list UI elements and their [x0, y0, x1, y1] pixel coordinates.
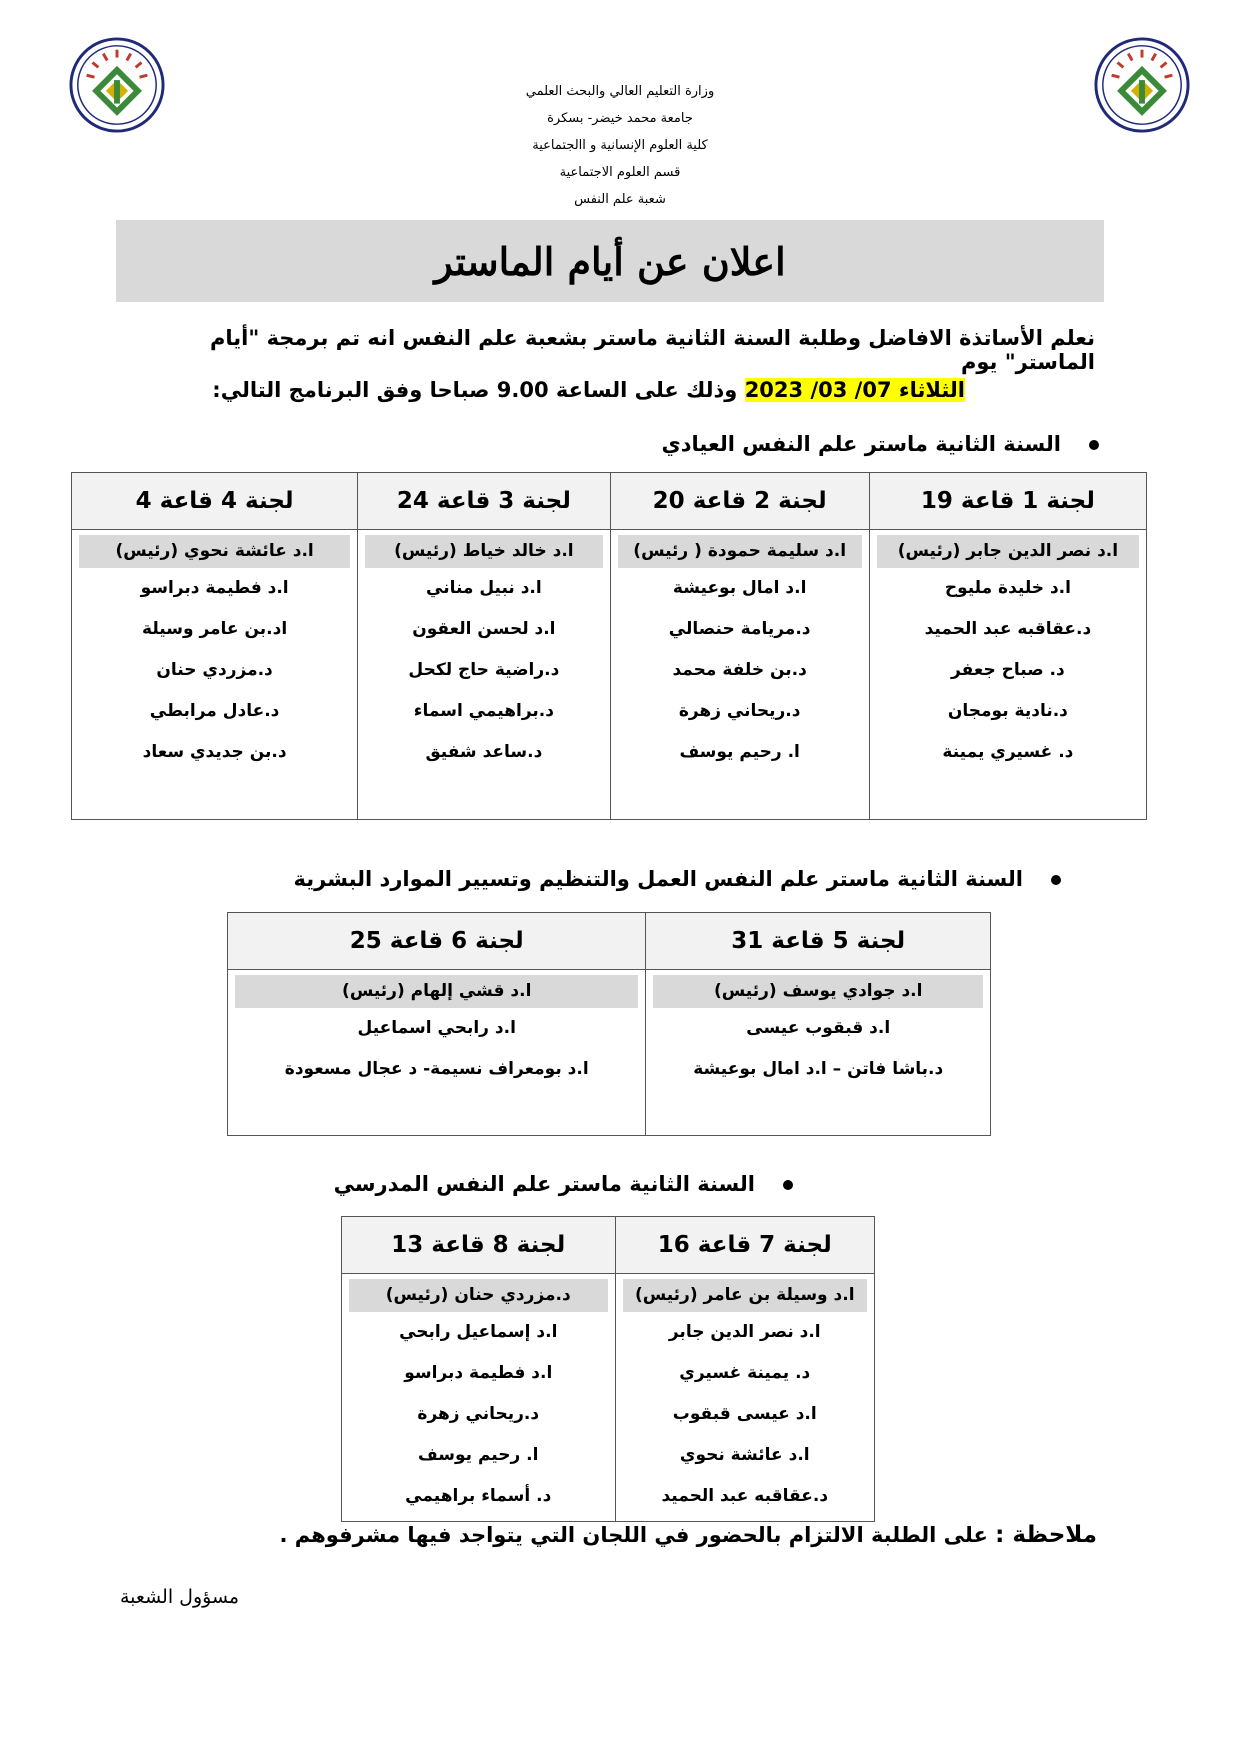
committee-member: ا.د إسماعيل رابحي: [399, 1322, 558, 1342]
committee-column: [610, 530, 869, 820]
committee-member: ا. رحيم يوسف: [418, 1445, 539, 1465]
committee-chair: ا.د نصر الدين جابر (رئيس): [877, 535, 1139, 568]
committee-member: ا.د فطيمة دبراسو: [404, 1363, 553, 1383]
committee-member: د.عقاقبه عبد الحميد: [661, 1486, 829, 1506]
intro-line-2-rest: وذلك على الساعة 9.00 صباحا وفق البرنامج التالي:: [212, 378, 745, 402]
note-text: على الطلبة الالتزام بالحضور في اللجان التي يتواجد فيها مشرفوهم .: [279, 1523, 996, 1547]
committee-chair: ا.د خالد خياط (رئيس): [365, 535, 602, 568]
committee-member: ا.د نبيل مناني: [426, 578, 542, 598]
committee-member: اد.بن عامر وسيلة: [142, 619, 288, 639]
bullet-icon: [1089, 440, 1099, 450]
committee-member: د.ريحاني زهرة: [417, 1404, 540, 1424]
committee-chair: ا.د جوادي يوسف (رئيس): [653, 975, 983, 1008]
branch-line: شعبة علم النفس: [574, 192, 666, 207]
committee-header: لجنة 6 قاعة 25: [228, 913, 646, 970]
committee-header: لجنة 2 قاعة 20: [610, 473, 869, 530]
committee-member: د.براهيمي اسماء: [413, 701, 554, 721]
branch-head-signature: مسؤول الشعبة: [120, 1586, 240, 1608]
committee-member: ا.د نصر الدين جابر: [668, 1322, 821, 1342]
date-highlight: الثلاثاء 07/ 03/ 2023: [744, 378, 965, 402]
intro-line-2: [212, 378, 965, 402]
committee-member: د.بن جديدي سعاد: [142, 742, 287, 762]
work-org-committees-table: [227, 912, 991, 1136]
committee-header: لجنة 8 قاعة 13: [342, 1217, 616, 1274]
committee-column: [72, 530, 358, 820]
committee-member: د.عقاقبه عبد الحميد: [924, 619, 1092, 639]
committee-chair: ا.د وسيلة بن عامر (رئيس): [623, 1279, 868, 1312]
committee-member: د. يمينة غسيري: [679, 1363, 811, 1383]
section-clinical-title: السنة الثانية ماستر علم النفس العيادي: [662, 432, 1099, 456]
committee-header: لجنة 1 قاعة 19: [869, 473, 1146, 530]
committee-column: [646, 970, 991, 1136]
committee-column: [228, 970, 646, 1136]
committee-column: [358, 530, 610, 820]
clinical-committees-table: [71, 472, 1147, 820]
committee-member: د. أسماء براهيمي: [405, 1486, 552, 1506]
committee-member: ا.د رابحي اسماعيل: [357, 1018, 516, 1038]
committee-column: [869, 530, 1146, 820]
committee-member: ا.د قبقوب عيسى: [746, 1018, 891, 1038]
committee-member: د.بن خلفة محمد: [672, 660, 807, 680]
committee-member: د.مزردي حنان: [156, 660, 273, 680]
committee-member: د. غسيري يمينة: [942, 742, 1074, 762]
university-line: جامعة محمد خيضر- بسكرة: [547, 111, 693, 126]
committee-member: ا.د عائشة نحوي: [679, 1445, 810, 1465]
university-logo-right: [1093, 36, 1191, 134]
committee-member: د.راضية حاج لكحل: [408, 660, 560, 680]
committee-member: ا.د لحسن العقون: [412, 619, 556, 639]
committee-member: ا.د بومعراف نسيمة- د عجال مسعودة: [284, 1059, 589, 1079]
committee-member: د.نادية بومجان: [947, 701, 1068, 721]
bullet-icon: [783, 1180, 793, 1190]
section-school-psych-title: السنة الثانية ماستر علم النفس المدرسي: [334, 1172, 793, 1196]
note-label: ملاحظة :: [995, 1522, 1097, 1548]
university-logo-left: [68, 36, 166, 134]
committee-member: ا.د فطيمة دبراسو: [140, 578, 289, 598]
committee-header: لجنة 4 قاعة 4: [72, 473, 358, 530]
department-line: قسم العلوم الاجتماعية: [559, 165, 681, 180]
school-psych-committees-table: [341, 1216, 875, 1522]
attendance-note: [279, 1522, 1097, 1548]
committee-header: لجنة 3 قاعة 24: [358, 473, 610, 530]
committee-chair: د.مزردي حنان (رئيس): [349, 1279, 608, 1312]
faculty-line: كلية العلوم الإنسانية و االجتماعية: [532, 138, 708, 153]
committee-member: ا.د عيسى قبقوب: [672, 1404, 817, 1424]
section-work-org-title: السنة الثانية ماستر علم النفس العمل والتنظيم وتسيير الموارد البشرية: [294, 867, 1061, 891]
intro-line-1: نعلم الأساتذة الافاضل وطلبة السنة الثانية ماستر بشعبة علم النفس انه تم برمجة "أيام الماستر" يوم: [209, 326, 1095, 374]
committee-member: د. صباح جعفر: [951, 660, 1065, 680]
committee-member: د.ساعد شفيق: [425, 742, 543, 762]
committee-chair: ا.د قشي إلهام (رئيس): [235, 975, 638, 1008]
committee-member: ا.د خليدة مليوح: [944, 578, 1071, 598]
institution-header: [470, 78, 770, 213]
committee-header: لجنة 5 قاعة 31: [646, 913, 991, 970]
committee-column: [342, 1274, 616, 1522]
committee-member: د.ريحاني زهرة: [678, 701, 801, 721]
committee-member: ا.د امال بوعيشة: [672, 578, 807, 598]
committee-chair: ا.د عائشة نحوي (رئيس): [79, 535, 350, 568]
bullet-icon: [1051, 875, 1061, 885]
ministry-line: وزارة التعليم العالي والبحث العلمي: [525, 84, 715, 99]
committee-chair: ا.د سليمة حمودة ( رئيس): [618, 535, 862, 568]
committee-member: ا. رحيم يوسف: [679, 742, 800, 762]
committee-member: د.مريامة حنصالي: [668, 619, 811, 639]
committee-member: د.عادل مرابطي: [149, 701, 280, 721]
announcement-title: اعلان عن أيام الماستر: [434, 238, 786, 284]
committee-member: د.باشا فاتن – ا.د امال بوعيشة: [693, 1059, 944, 1079]
committee-column: [615, 1274, 875, 1522]
announcement-title-box: [116, 220, 1104, 302]
committee-header: لجنة 7 قاعة 16: [615, 1217, 875, 1274]
